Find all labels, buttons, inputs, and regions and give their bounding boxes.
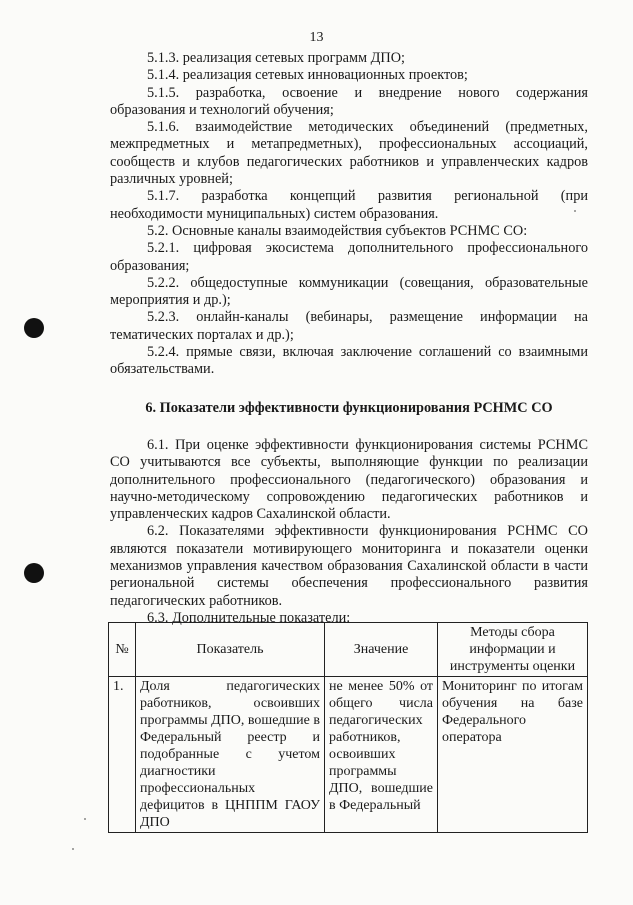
header-methods: Методы сбора информации и инструменты оценки (438, 623, 588, 677)
list-item: 5.2. Основные каналы взаимодействия субъектов РСНМС СО: (147, 222, 528, 239)
paragraph: 6.2. Показателями эффективности функционирования РСНМС СО являются показатели мотивирующего мониторинга и показатели оценки механизмов управления качеством образования Сахалинской области в части региональной системы обеспечения профессионального развития педагогических работников. (110, 523, 588, 609)
scan-speck (72, 848, 74, 850)
table-header-row (109, 623, 588, 677)
scan-speck (574, 210, 576, 212)
paragraph: 6.3. Дополнительные показатели: (147, 609, 351, 626)
table-row (109, 677, 588, 833)
list-item: 5.2.3. онлайн-каналы (вебинары, размещение информации на тематических порталах и др.); (110, 309, 588, 343)
header-value: Значение (325, 623, 438, 677)
list-item: 5.1.7. разработка концепций развития региональной (при необходимости муниципальных) систем образования. (110, 188, 588, 222)
punch-hole-lower (24, 563, 44, 583)
cell-methods: Мониторинг по итогам обучения на базе Федерального оператора (438, 677, 588, 833)
document-body (110, 50, 588, 627)
paragraph: 6.1. При оценке эффективности функционирования системы РСНМС СО учитываются все субъекты, выполняющие функции по реализации дополнительного профессионального (педагогического) образования и научно-методическому сопровождению педагогических работников и управленческих кадров Сахалинской области. (110, 436, 588, 523)
list-item: 5.2.1. цифровая экосистема дополнительного профессионального образования; (110, 240, 588, 274)
list-item: 5.1.6. взаимодействие методических объединений (предметных, межпредметных и метапредметных), профессиональных ассоциаций, сообществ и клубов педагогических работников и управленческих кадров различных уровней; (110, 119, 588, 188)
list-item: 5.1.5. разработка, освоение и внедрение нового содержания образования и технологий обучения; (110, 84, 588, 118)
page-number: 13 (309, 30, 324, 45)
indicators-table (108, 622, 588, 833)
header-number: № (109, 623, 136, 677)
scan-speck (84, 818, 86, 820)
list-item: 5.2.4. прямые связи, включая заключение соглашений со взаимными обязательствами. (110, 344, 588, 378)
list-item: 5.1.4. реализация сетевых инновационных проектов; (147, 67, 468, 84)
punch-hole-upper (24, 318, 44, 338)
list-item: 5.1.3. реализация сетевых программ ДПО; (147, 50, 406, 66)
cell-number: 1. (109, 677, 136, 833)
list-item: 5.2.2. общедоступные коммуникации (совещания, образовательные мероприятия и др.); (110, 274, 588, 309)
section-heading: 6. Показатели эффективности функционирования РСНМС СО (145, 399, 553, 416)
cell-value: не менее 50% от общего числа педагогических работников, освоивших программы ДПО, вошедшие в Федеральный (325, 677, 438, 833)
header-indicator: Показатель (136, 623, 325, 677)
cell-indicator: Доля педагогических работников, освоивших программы ДПО, вошедшие в Федеральный реестр и подобранные с учетом диагностики профессиональных дефицитов в ЦНППМ ГАОУ ДПО (136, 677, 325, 833)
